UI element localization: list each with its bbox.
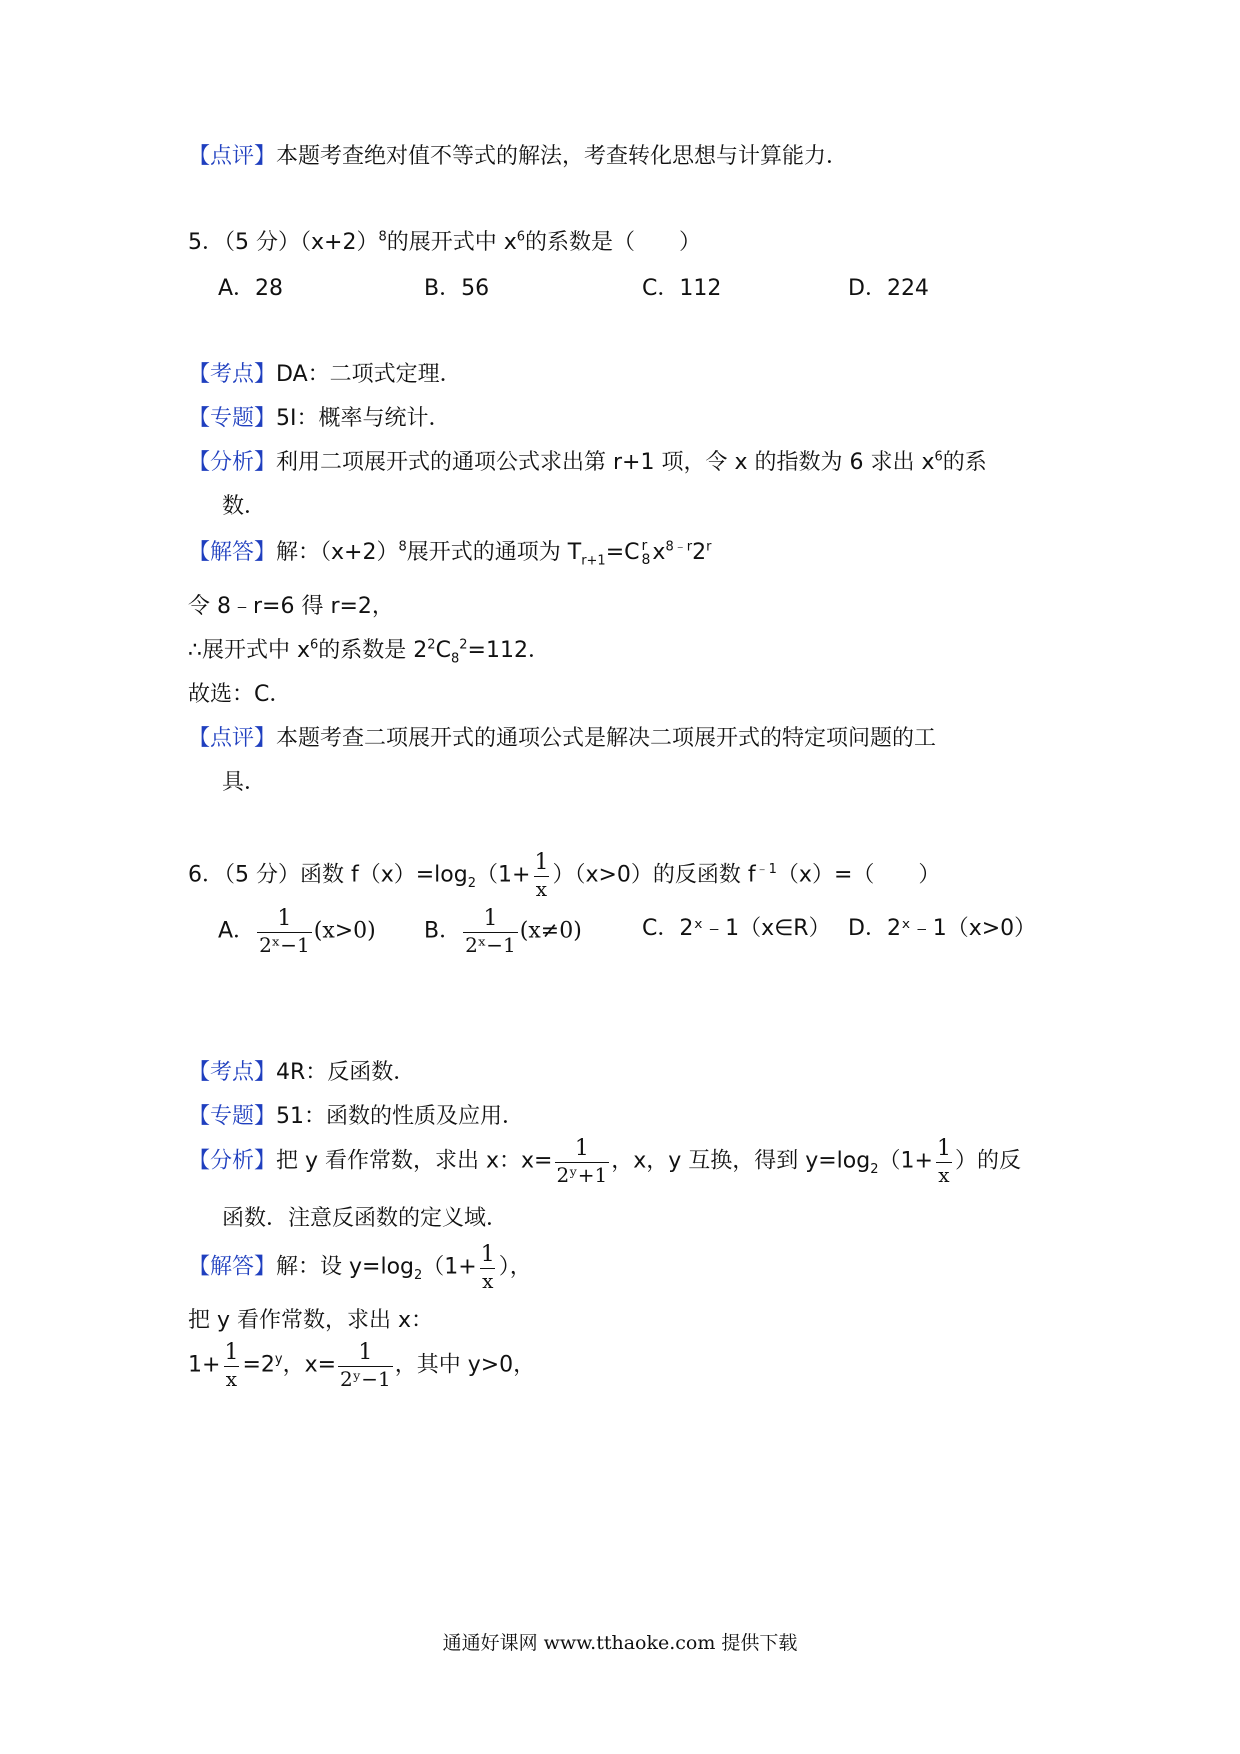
frac-den: x [482, 1269, 494, 1293]
sol-text-b: 展开式的通项为 T [406, 540, 582, 565]
frac-den: x [535, 877, 548, 901]
frac-den: 2ʸ−1 [340, 1367, 391, 1391]
sol-fraction [479, 1244, 497, 1291]
l3-sub: 8 [450, 651, 460, 667]
sol-exp-3: r [706, 539, 712, 555]
q5-sol-line4: 故选：C． [188, 682, 292, 707]
frac-num: 1 [534, 850, 549, 875]
frac-den: 2ˣ−1 [259, 933, 310, 957]
q6-option-c: C．2ˣ﹣1（x∈R） [642, 916, 831, 941]
sol-c: ）， [498, 1254, 532, 1280]
q6-fraction [532, 852, 550, 899]
opt-fraction [463, 908, 518, 955]
l3-b: =2 [242, 1352, 275, 1378]
review-text: 本题考查二项展开式的通项公式是解决二项展开式的特定项问题的工 [276, 726, 937, 751]
topic-text: 51：函数的性质及应用． [276, 1104, 525, 1129]
frac-num: 1 [936, 1136, 951, 1161]
q5-review [188, 724, 936, 754]
l3-fraction-2 [338, 1342, 393, 1389]
review-q4 [188, 142, 848, 172]
analysis-exp: 6 [934, 449, 943, 465]
q6-option-b [424, 908, 582, 955]
q6-topic [188, 1102, 524, 1132]
q5-exponent-2: 6 [516, 229, 526, 245]
q6-sol-line3 [188, 1342, 535, 1389]
sol-exp-2: 8﹣r [665, 539, 693, 555]
comb-top: r [641, 538, 648, 554]
analysis-log-base: 2 [870, 1161, 879, 1177]
combination-indices [642, 539, 651, 567]
q5-option-a: A．28 [218, 276, 284, 301]
sol-a: 解：设 y=log [276, 1254, 414, 1280]
q6-inverse-exp: ﹣1 [755, 862, 777, 878]
q6-log-base: 2 [467, 875, 476, 891]
q5-option-b: B．56 [424, 276, 490, 301]
q5-option-c: C．112 [642, 276, 722, 301]
comb-bottom: 8 [641, 552, 651, 568]
frac-den: 2ʸ+1 [556, 1163, 608, 1187]
analysis-text: 利用二项展开式的通项公式求出第 r+1 项，令 x 的指数为 6 求出 x [276, 450, 935, 475]
q6-sol-line2: 把 y 看作常数，求出 x： [188, 1308, 434, 1333]
page-footer: 通通好课网 www.tthaoke.com 提供下载 [442, 1632, 798, 1654]
q5-point [188, 360, 462, 390]
q5-suffix: 的系数是（ ） [525, 230, 702, 255]
opt-fraction [257, 908, 312, 955]
frac-num: 1 [358, 1340, 373, 1365]
review-text: 本题考查绝对值不等式的解法，考查转化思想与计算能力． [276, 144, 849, 169]
l3-exp: 6 [310, 637, 319, 653]
l3-a: ∴展开式中 x [188, 638, 311, 663]
solution-tag: 【解答】 [188, 1254, 277, 1280]
analysis-text-b: 的系 [942, 450, 987, 475]
q6-option-a [218, 908, 376, 955]
analysis-d: ）的反 [954, 1148, 1021, 1174]
frac-den: 2ˣ−1 [465, 933, 516, 957]
analysis-tag: 【分析】 [188, 450, 277, 475]
analysis-tag: 【分析】 [188, 1148, 277, 1174]
point-text: 4R：反函数． [276, 1060, 416, 1085]
l3-c: C [435, 638, 451, 663]
q5-topic [188, 404, 451, 434]
question-6 [188, 852, 940, 899]
q6-analysis [188, 1138, 1021, 1185]
q5-mid: 的展开式中 x [386, 230, 517, 255]
opt-condition: (x>0) [313, 918, 376, 944]
solution-tag: 【解答】 [188, 540, 277, 565]
l3-d: =112． [467, 638, 550, 663]
q6-option-d: D．2ˣ﹣1（x>0） [848, 916, 1037, 941]
q6-tail: （x）=（ ） [776, 862, 941, 888]
review-tag: 【点评】 [188, 144, 277, 169]
l3-d: ，其中 y>0， [394, 1352, 536, 1378]
q6-prefix: 6．（5 分）函数 f（x）=log [188, 862, 468, 888]
frac-num: 1 [480, 1242, 495, 1267]
frac-den: x [225, 1367, 238, 1391]
review-tag: 【点评】 [188, 726, 277, 751]
l3-fraction [222, 1342, 240, 1389]
point-tag: 【考点】 [188, 1060, 277, 1085]
analysis-fraction-2 [935, 1138, 953, 1185]
q6-suffix: ）（x>0）的反函数 f [552, 862, 756, 888]
l3-a: 1+ [188, 1352, 221, 1378]
q5-sol-line3 [188, 636, 550, 666]
analysis-c: （1+ [878, 1148, 933, 1174]
frac-num: 1 [224, 1340, 239, 1365]
opt-label: B． [424, 918, 462, 944]
q6-solution [188, 1244, 532, 1291]
sol-text-a: 解：（x+2） [276, 540, 399, 565]
opt-label: A． [218, 918, 256, 944]
frac-den: x [938, 1163, 950, 1187]
l3-exp2: 2 [427, 637, 436, 653]
analysis-b: ，x，y 互换，得到 y=log [611, 1148, 871, 1174]
frac-num: 1 [574, 1136, 589, 1161]
opt-condition: (x≠0) [519, 918, 582, 944]
point-text: DA：二项式定理． [276, 362, 462, 387]
q5-analysis [188, 448, 987, 478]
sol-sub: r+1 [581, 553, 606, 569]
q6-open: （1+ [476, 862, 531, 888]
l3-exp3: 2 [459, 637, 468, 653]
topic-text: 5I：概率与统计． [276, 406, 451, 431]
analysis-fraction [555, 1138, 610, 1185]
q5-prefix: 5．（5 分）（x+2） [188, 230, 379, 255]
q6-point [188, 1058, 415, 1088]
frac-num: 1 [483, 906, 498, 931]
q5-solution [188, 538, 711, 568]
q5-sol-line2: 令 8﹣r=6 得 r=2， [188, 594, 394, 619]
topic-tag: 【专题】 [188, 1104, 277, 1129]
question-5 [188, 228, 701, 258]
q5-option-d: D．224 [848, 276, 929, 301]
l3-c: ，x= [282, 1352, 337, 1378]
q5-analysis-line2: 数． [222, 494, 267, 519]
q6-analysis-line2: 函数．注意反函数的定义域． [222, 1206, 509, 1231]
l3-exp: y [274, 1352, 283, 1368]
topic-tag: 【专题】 [188, 406, 277, 431]
sol-exp: 8 [398, 539, 407, 555]
sol-text-c: =C [605, 540, 640, 565]
sol-b: （1+ [422, 1254, 477, 1280]
sol-log-base: 2 [414, 1267, 423, 1283]
l3-b: 的系数是 2 [318, 638, 428, 663]
q5-exponent: 8 [378, 229, 387, 245]
sol-text-d: x [652, 540, 666, 565]
analysis-a: 把 y 看作常数，求出 x：x= [276, 1148, 553, 1174]
q5-review-line2: 具． [222, 770, 267, 795]
point-tag: 【考点】 [188, 362, 277, 387]
frac-num: 1 [277, 906, 292, 931]
sol-text-e: 2 [692, 540, 707, 565]
